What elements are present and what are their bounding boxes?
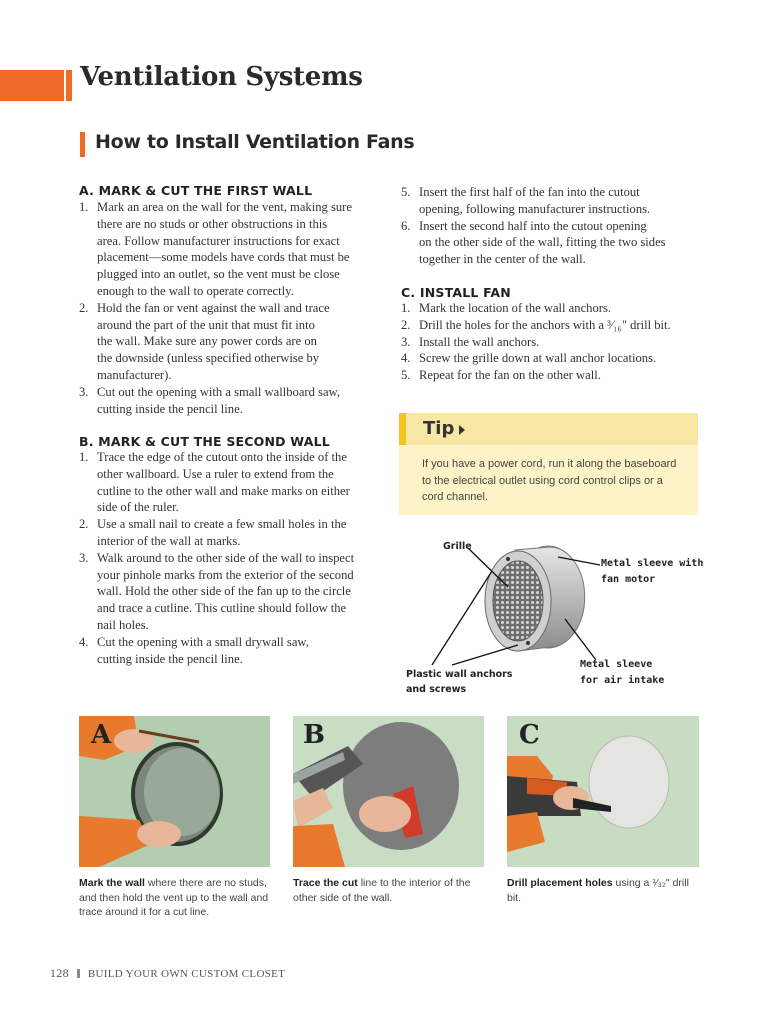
photo-a-caption: Mark the wall where there are no studs, and then hold the vent up to the wall and trace around it for a cut line. (79, 877, 269, 918)
page-number: 128 (50, 966, 69, 980)
section-accent-bar (80, 132, 85, 157)
grille-mesh (493, 561, 543, 641)
step-item: 3. Cut out the opening with a small wallboard saw, cutting inside the pencil line. (79, 384, 340, 416)
page-footer (50, 966, 285, 981)
chapter-title: Ventilation Systems (80, 62, 363, 92)
leader-line-anchors (432, 571, 492, 665)
section-a-heading: A. MARK & CUT THE FIRST WALL (79, 183, 313, 198)
tip-accent-bar (399, 413, 406, 445)
screw-icon (506, 557, 510, 561)
step-item: 1. Mark an area on the wall for the vent, making sure there are no studs or other obstructions in this area. Follow manufacturer instructions for exact placement—some models have cords that must be plugged into an outlet, so the vent must be close enough to the wall to operate correctly. (79, 200, 352, 298)
label-sleeve-intake: Metal sleeve for air intake (580, 659, 665, 686)
section-a (79, 183, 379, 417)
leader-line-sleeve-intake (565, 619, 596, 660)
step-item: 1. Mark the location of the wall anchors. (401, 301, 611, 315)
photo-c (507, 716, 699, 867)
photo-c-letter: C (519, 720, 540, 750)
header-accent-bar (0, 70, 64, 101)
step-item: 4. Screw the grille down at wall anchor locations. (401, 351, 657, 366)
book-title: BUILD YOUR OWN CUSTOM CLOSET (87, 968, 286, 980)
section-b-steps (79, 449, 379, 667)
leader-line-screws (452, 645, 518, 665)
label-anchors: Plastic wall anchors and screws (406, 669, 513, 695)
section-b (79, 434, 379, 667)
step-item: 3. Install the wall anchors. (401, 334, 540, 349)
section-a-cont-steps (401, 184, 701, 268)
tip-box (399, 413, 698, 515)
step-item: 2. Drill the holes for the anchors with a ³⁄₁₆" drill bit. (401, 317, 671, 332)
footer-separator (77, 969, 80, 978)
step-item: 6. Insert the second half into the cutout opening on the other side of the wall, fitting the two sides together in the center of the wall. (401, 218, 666, 267)
section-c (401, 285, 701, 384)
step-item: 3. Walk around to the other side of the wall to inspect your pinhole marks from the exterior of the second wall. Hold the other side of the fan up to the circle and trace a cutline. This cutline should follow the nail holes. (79, 550, 355, 632)
tip-header (399, 413, 698, 445)
photo-a-letter: A (91, 720, 112, 750)
photo-c-caption: Drill placement holes using a ¹⁄₃₂" drill bit. (507, 877, 689, 904)
tip-label: Tip (423, 418, 455, 439)
screw-icon (526, 641, 530, 645)
step-item: 2. Hold the fan or vent against the wall and trace around the part of the unit that must fit into the wall. Make sure any power cords are on the downside (unless specified otherwise by manufacturer). (79, 300, 330, 382)
photo-a (79, 716, 270, 867)
step-item: 5. Repeat for the fan on the other wall. (401, 368, 601, 383)
photo-b-letter: B (303, 720, 325, 750)
section-b-heading: B. MARK & CUT THE SECOND WALL (79, 434, 330, 449)
play-arrow-icon (459, 425, 465, 435)
tip-text: If you have a power cord, run it along the baseboard to the electrical outlet using cord control clips or a cord channel. (422, 458, 677, 503)
label-grille: Grille (443, 541, 472, 552)
step-item: 2. Use a small nail to create a few small holes in the interior of the wall at marks. (79, 517, 347, 548)
step-item: 1. Trace the edge of the cutout onto the inside of the other wallboard. Use a ruler to extend from the cutline to the other wall and make marks on either side of the ruler. (79, 450, 350, 515)
section-a-continued (401, 184, 701, 268)
header-accent-bar-small (66, 70, 72, 101)
section-title: How to Install Ventilation Fans (95, 131, 415, 153)
photo-b-caption: Trace the cut line to the interior of the other side of the wall. (293, 877, 471, 904)
section-c-heading: C. INSTALL FAN (401, 285, 511, 300)
step-item: 5. Insert the first half of the fan into the cutout opening, following manufacturer instructions. (401, 185, 651, 216)
section-c-steps (401, 300, 701, 384)
step-item: 4. Cut the opening with a small drywall saw, cutting inside the pencil line. (79, 634, 309, 666)
photo-b (293, 716, 484, 867)
section-a-steps (79, 199, 379, 417)
label-sleeve-motor: Metal sleeve with fan motor (601, 558, 704, 585)
